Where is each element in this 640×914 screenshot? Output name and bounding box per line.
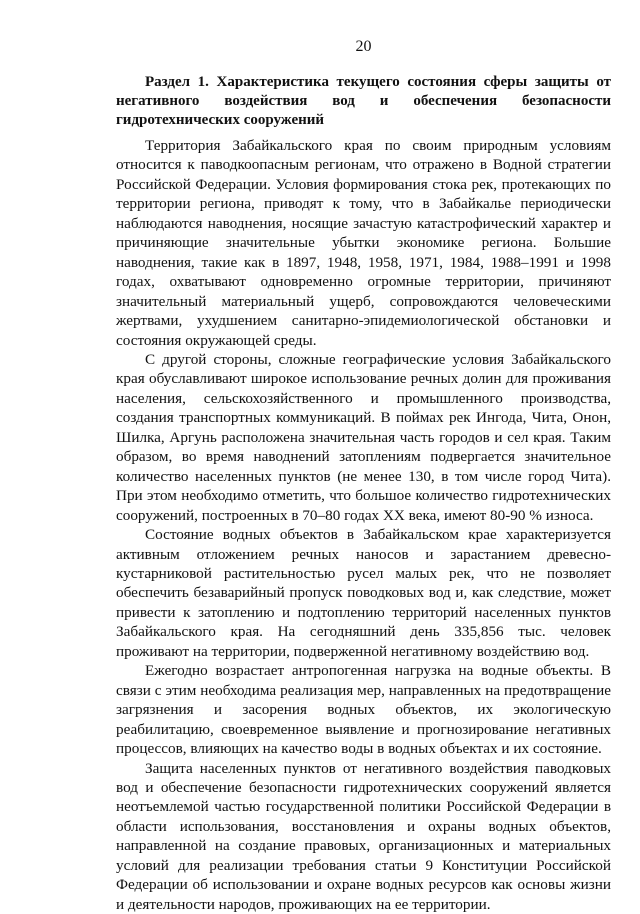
paragraph-anthropogenic-load: Ежегодно возрастает антропогенная нагрузка на водные объекты. В связи с этим необходима реализация мер, направленных на предотвращение загрязнения и засорения водных объектов, их экологическую реабилитацию, своевременное выявление и прогнозирование негативных процессов, влияющих на качество воды в водных объектах и их состояние. [116, 661, 611, 758]
paragraph-state-policy: Защита населенных пунктов от негативного воздействия паводковых вод и обеспечение безопасности гидротехнических сооружений является неотъемлемой частью государственной политики Российской Федерации в области использования, восстановления и охраны водных объектов, направленной на создание правовых, организационных и материальных условий для реализации требования статьи 9 Конституции Российской Федерации об использовании и охране водных ресурсов как основы жизни и деятельности народов, проживающих на ее территории. [116, 759, 611, 914]
paragraph-geographic-conditions: С другой стороны, сложные географические условия Забайкальского края обуславливают широкое использование речных долин для проживания населения, сельскохозяйственного и промышленного производства, создания транспортных коммуникаций. В поймах рек Ингода, Чита, Онон, Шилка, Аргунь расположена значительная часть городов и сел края. Таким образом, во время наводнений затоплениям подвергается значительное количество населенных пунктов (не менее 130, в том числе город Чита). При этом необходимо отметить, что большое количество гидротехнических сооружений, построенных в 70–80 годах XX века, имеют 80-90 % износа. [116, 350, 611, 525]
section-heading: Раздел 1. Характеристика текущего состояния сферы защиты от негативного воздействия вод и обеспечения безопасности гидротехнических сооружений [116, 73, 611, 130]
paragraph-flood-risk-territory: Территория Забайкальского края по своим природным условиям относится к паводкоопасным регионам, что отражено в Водной стратегии Российской Федерации. Условия формирования стока рек, протекающих по территории региона, приводят к тому, что в Забайкалье периодически наблюдаются наводнения, носящие зачастую катастрофический характер и причиняющие значительные убытки экономике региона. Большие наводнения, такие как в 1897, 1948, 1958, 1971, 1984, 1988–1991 и 1998 годах, охватывают одновременно огромные территории, причиняют значительный материальный ущерб, сопровождаются человеческими жертвами, ухудшением санитарно-эпидемиологической обстановки и состояния окружающей среды. [116, 136, 611, 350]
body-text [116, 136, 611, 914]
page-number: 20 [116, 38, 611, 56]
paragraph-water-bodies-state: Состояние водных объектов в Забайкальском крае характеризуется активным отложением речных наносов и зарастанием древесно-кустарниковой растительностью русел малых рек, что не позволяет обеспечить безаварийный пропуск поводковых вод и, как следствие, может привести к затоплению и подтоплению территорий населенных пунктов Забайкальского края. На сегодняшний день 335,856 тыс. человек проживают на территории, подверженной негативному воздействию вод. [116, 525, 611, 661]
